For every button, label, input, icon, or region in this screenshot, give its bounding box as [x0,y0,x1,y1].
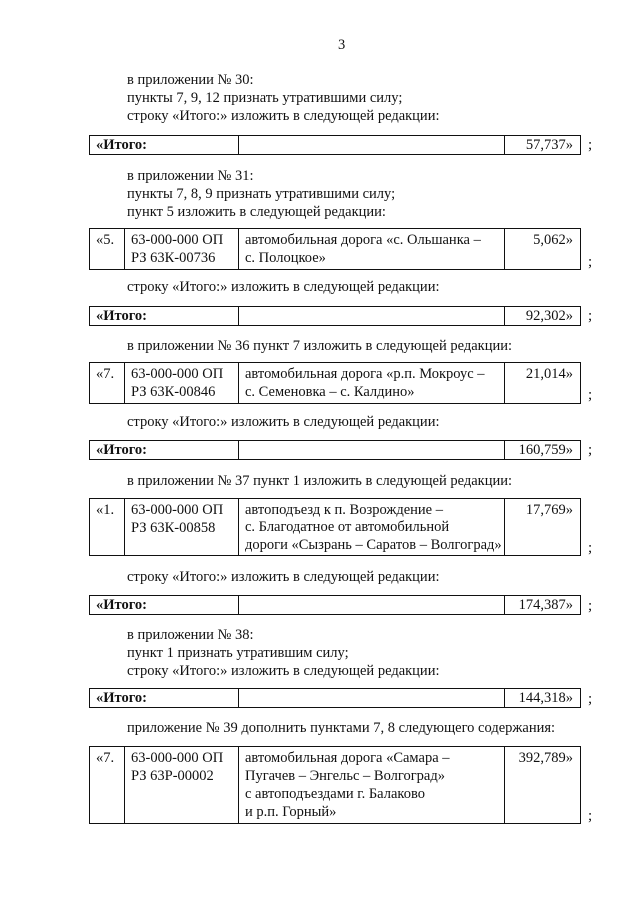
item-name-line: дороги «Сызрань – Саратов – Волгоград» [245,537,502,553]
item-length-cell [505,499,580,555]
text-line: строку «Итого:» изложить в следующей редакции: [127,569,440,585]
item-length-cell [505,363,580,403]
paragraph-total-instruction [127,413,439,431]
item-code-line: 63-000-000 ОП [131,232,224,248]
text-line: в приложении № 37 пункт 1 изложить в следующей редакции: [127,473,513,489]
total-label-cell [90,441,239,459]
item-code-line: РЗ 63К-00846 [131,384,216,400]
empty-cell [239,307,505,325]
paragraph-appendix-31 [127,167,395,221]
paragraph-total-instruction [127,568,439,586]
item-code-cell [125,363,239,403]
item-number: «5. [96,232,115,248]
total-label-cell [90,307,239,325]
paragraph-appendix-37 [127,472,512,490]
text-line: пункт 1 признать утратившим силу; [127,645,349,661]
item-name-cell [239,363,505,403]
item-name-line: автоподъезд к п. Возрождение – [245,502,443,518]
item-code-line: РЗ 63К-00736 [131,250,216,266]
item-name-line: автомобильная дорога «с. Ольшанка – [245,232,481,248]
paragraph-appendix-36 [127,337,512,355]
item-code-line: РЗ 63К-00858 [131,520,216,536]
item-number-cell [90,499,125,555]
total-label: «Итого: [96,690,148,706]
page-number: 3 [338,37,346,53]
total-label-cell [90,596,239,614]
text-line: в приложении № 31: [127,168,254,184]
item-name-line: автомобильная дорога «Самара – [245,750,450,766]
item-row-5 [89,228,581,270]
item-name-line: с. Семеновка – с. Калдино» [245,384,415,400]
text-line: в приложении № 36 пункт 7 изложить в следующей редакции: [127,338,513,354]
item-code-cell [125,747,239,823]
item-length: 21,014» [525,366,573,382]
paragraph-appendix-30 [127,71,439,125]
total-row-appendix-37 [89,595,581,615]
empty-cell [239,136,505,154]
semicolon: ; [588,540,593,556]
item-number: «1. [96,502,115,518]
total-value: 144,318» [518,690,573,706]
item-number-cell [90,747,125,823]
total-value: 92,302» [525,308,573,324]
total-row-appendix-30 [89,135,581,155]
item-number-cell [90,229,125,269]
item-name-line: с автоподъездами г. Балаково [245,786,425,802]
semicolon: ; [588,254,593,270]
item-code-cell [125,499,239,555]
total-label: «Итого: [96,442,148,458]
item-length: 392,789» [518,750,573,766]
semicolon: ; [588,308,593,324]
total-label-cell [90,136,239,154]
empty-cell [239,689,505,707]
text-line: приложение № 39 дополнить пунктами 7, 8 следующего содержания: [127,720,556,736]
item-row-7-appendix-39 [89,746,581,824]
text-line: пункт 5 изложить в следующей редакции: [127,204,386,220]
item-code-line: 63-000-000 ОП [131,366,224,382]
semicolon: ; [588,442,593,458]
item-name-line: Пугачев – Энгельс – Волгоград» [245,768,445,784]
text-line: пункты 7, 8, 9 признать утратившими силу; [127,186,396,202]
total-label: «Итого: [96,597,148,613]
empty-cell [239,441,505,459]
item-length-cell [505,747,580,823]
total-row-appendix-31 [89,306,581,326]
item-number-cell [90,363,125,403]
text-line: пункты 7, 9, 12 признать утратившими силу; [127,90,403,106]
text-line: строку «Итого:» изложить в следующей редакции: [127,663,440,679]
semicolon: ; [588,808,593,824]
total-value: 57,737» [525,137,573,153]
total-value: 174,387» [518,597,573,613]
item-code-line: 63-000-000 ОП [131,750,224,766]
item-name-cell [239,229,505,269]
paragraph-appendix-38 [127,626,439,680]
item-number: «7. [96,366,115,382]
total-label: «Итого: [96,308,148,324]
item-code-cell [125,229,239,269]
item-name-cell [239,499,505,555]
item-number: «7. [96,750,115,766]
paragraph-appendix-39 [127,719,555,737]
total-row-appendix-38 [89,688,581,708]
paragraph-total-instruction [127,278,439,296]
text-line: строку «Итого:» изложить в следующей редакции: [127,279,440,295]
item-code-line: 63-000-000 ОП [131,502,224,518]
item-row-1 [89,498,581,556]
item-name-line: автомобильная дорога «р.п. Мокроус – [245,366,485,382]
item-length-cell [505,229,580,269]
total-value: 160,759» [518,442,573,458]
semicolon: ; [588,598,593,614]
item-length: 5,062» [533,232,573,248]
text-line: в приложении № 38: [127,627,254,643]
total-label-cell [90,689,239,707]
item-name-line: с. Полоцкое» [245,250,326,266]
total-label: «Итого: [96,137,148,153]
empty-cell [239,596,505,614]
item-code-line: РЗ 63Р-00002 [131,768,214,784]
text-line: в приложении № 30: [127,72,254,88]
semicolon: ; [588,691,593,707]
text-line: строку «Итого:» изложить в следующей редакции: [127,414,440,430]
item-length: 17,769» [525,502,573,518]
item-name-line: и р.п. Горный» [245,804,337,820]
semicolon: ; [588,387,593,403]
item-name-cell [239,747,505,823]
semicolon: ; [588,137,593,153]
text-line: строку «Итого:» изложить в следующей редакции: [127,108,440,124]
item-row-7 [89,362,581,404]
item-name-line: с. Благодатное от автомобильной [245,519,450,535]
total-row-appendix-36 [89,440,581,460]
